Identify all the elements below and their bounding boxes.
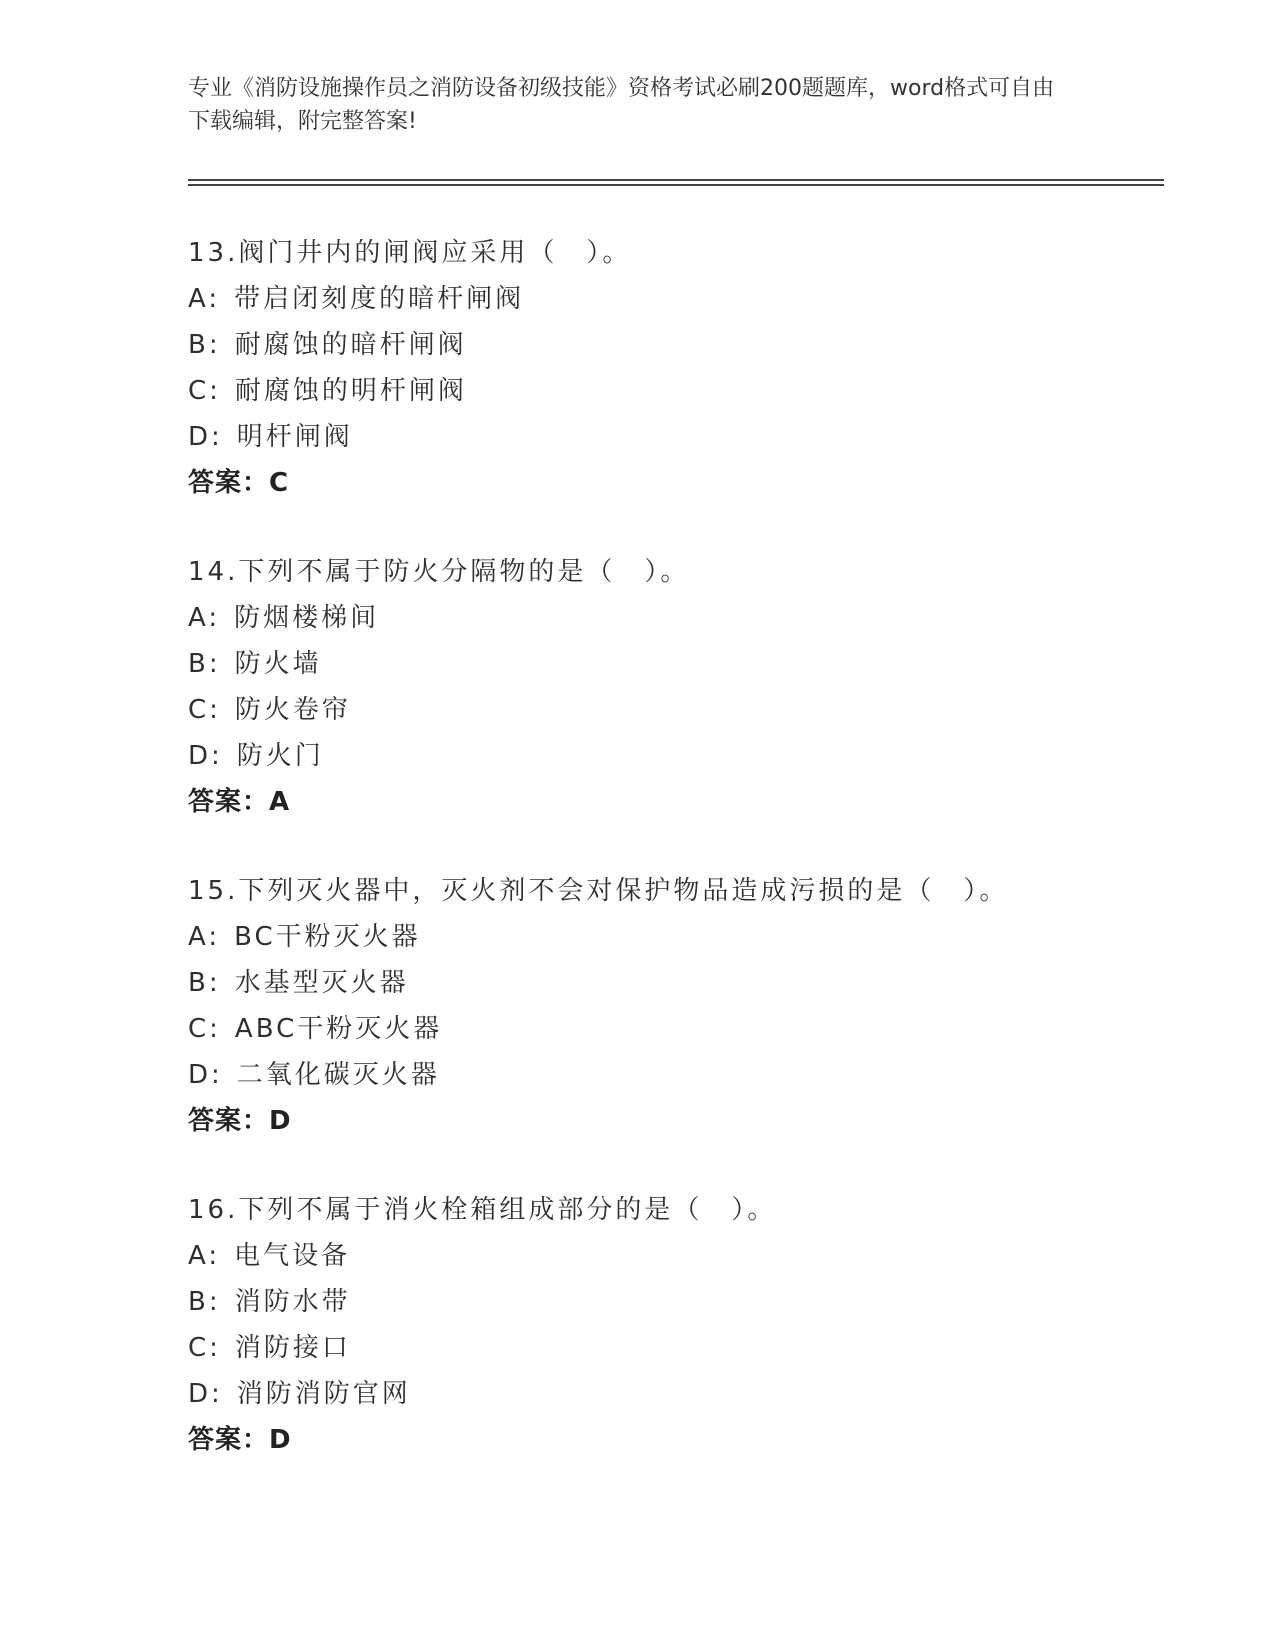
option-b [188,1279,1188,1325]
option-label: A: [188,603,221,633]
question-stem: 13.阀门井内的闸阀应采用（ ）。 [188,238,632,268]
header-divider-top [188,179,1164,181]
option-label: C: [188,695,221,725]
option-text: 二氧化碳灭火器 [236,1060,440,1090]
option-c [188,1325,1188,1371]
answer: 答案：A [188,787,291,817]
option-label: C: [188,1333,221,1363]
option-text: 电气设备 [234,1241,351,1271]
option-b [188,641,1188,687]
option-d [188,1371,1188,1417]
option-a [188,595,1188,641]
option-label: B: [188,330,221,360]
question-15 [188,868,1188,1144]
question-stem: 15.下列灭火器中，灭火剂不会对保护物品造成污损的是（ ）。 [188,876,1009,906]
option-d [188,733,1188,779]
option-b [188,960,1188,1006]
header-divider-bottom [188,184,1164,186]
answer: 答案：C [188,468,290,498]
option-a [188,914,1188,960]
option-text: ABC干粉灭火器 [234,1014,443,1044]
option-c [188,687,1188,733]
option-label: B: [188,968,221,998]
question-16 [188,1187,1188,1463]
option-text: 防烟楼梯间 [234,603,380,633]
option-label: D: [188,1379,223,1409]
option-label: D: [188,741,223,771]
option-text: 防火卷帘 [234,695,351,725]
option-c [188,368,1188,414]
option-label: A: [188,284,221,314]
document-header: 专业《消防设施操作员之消防设备初级技能》资格考试必刷200题题库，word格式可自由下载编辑，附完整答案! [188,76,1055,134]
option-text: 防火墙 [234,649,322,679]
option-label: D: [188,422,223,452]
option-d [188,414,1188,460]
option-d [188,1052,1188,1098]
answer: 答案：D [188,1106,292,1136]
option-label: D: [188,1060,223,1090]
option-text: 消防接口 [234,1333,351,1363]
option-text: 消防消防官网 [236,1379,411,1409]
question-stem: 16.下列不属于消火栓箱组成部分的是（ ）。 [188,1195,777,1225]
option-label: A: [188,1241,221,1271]
question-stem: 14.下列不属于防火分隔物的是（ ）。 [188,557,690,587]
option-text: BC干粉灭火器 [234,922,421,952]
option-label: C: [188,1014,221,1044]
option-text: 耐腐蚀的明杆闸阀 [234,376,467,406]
option-text: 明杆闸阀 [236,422,353,452]
option-text: 防火门 [236,741,324,771]
option-text: 水基型灭火器 [234,968,409,998]
option-a [188,276,1188,322]
option-label: B: [188,649,221,679]
option-b [188,322,1188,368]
question-14 [188,549,1188,825]
question-13 [188,230,1188,506]
option-a [188,1233,1188,1279]
option-text: 带启闭刻度的暗杆闸阀 [234,284,525,314]
option-text: 消防水带 [234,1287,351,1317]
option-label: A: [188,922,221,952]
option-text: 耐腐蚀的暗杆闸阀 [234,330,467,360]
option-label: B: [188,1287,221,1317]
answer: 答案：D [188,1425,292,1455]
option-c [188,1006,1188,1052]
option-label: C: [188,376,221,406]
